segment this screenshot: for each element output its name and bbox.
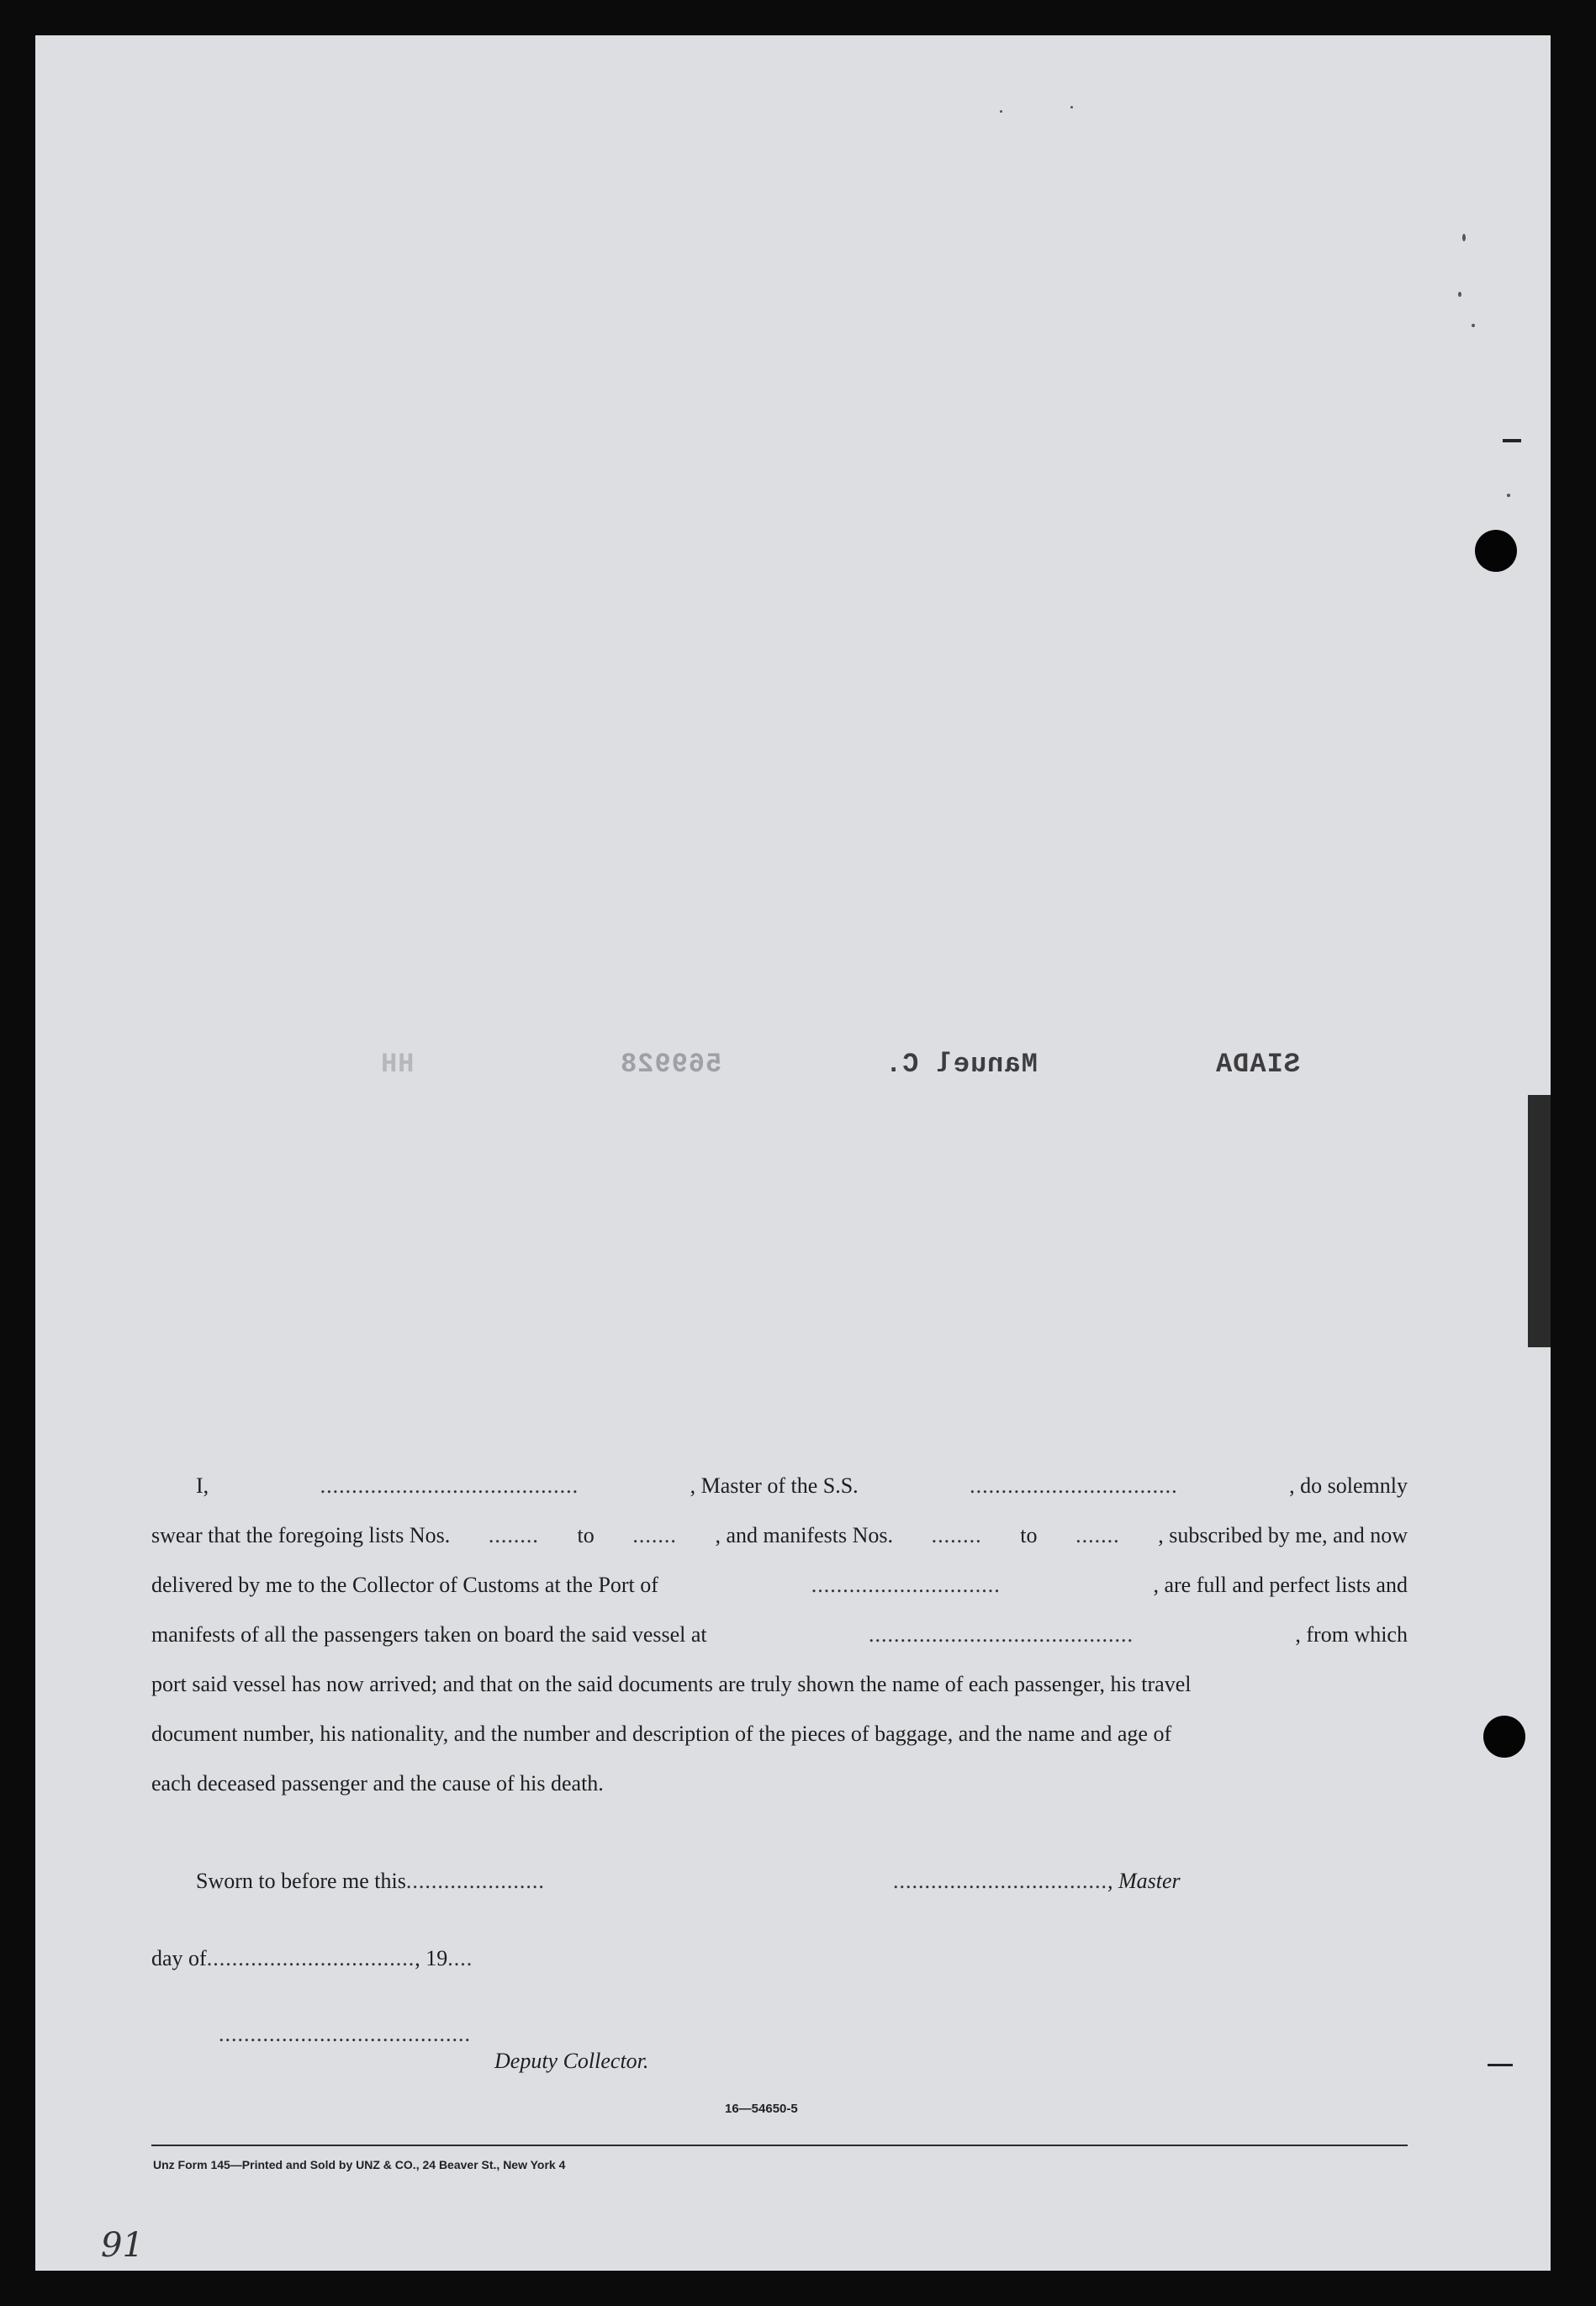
speck: [1000, 110, 1002, 113]
speck: [1462, 234, 1466, 241]
oath-paragraph: [151, 1473, 1408, 1821]
deputy-collector-label: Deputy Collector.: [494, 2049, 649, 2073]
bleed-through-row: [35, 1049, 1551, 1091]
collector-signature-dots: ........................................: [219, 2022, 471, 2046]
speck: [1472, 324, 1475, 327]
oath-line-1: I, ......................................... , Master of the S.S. ................................. , do solemnly: [196, 1473, 1408, 1498]
speck: [1507, 494, 1510, 497]
oath-line-6: document number, his nationality, and the number and description of the pieces of baggage, and the name and age of: [151, 1722, 1172, 1746]
edge-dash-mark-lower: [1488, 2064, 1513, 2066]
oath-line-4: manifests of all the passengers taken on board the said vessel at .......................................... , from which: [151, 1622, 1408, 1647]
master-signature-line: .................................., Master: [893, 1869, 1181, 1893]
bleed-surname: SIADA: [1215, 1049, 1301, 1080]
form-number: 16—54650-5: [725, 2102, 798, 2116]
bleed-given-name: Manuel C.: [885, 1049, 1038, 1080]
edge-damage-mark: [1528, 1095, 1551, 1347]
bleed-number: 569928: [620, 1049, 722, 1080]
bleed-code: HH: [380, 1049, 415, 1080]
day-of-line: day of................................., 19....: [151, 1946, 473, 1970]
signature-block: [35, 35, 1551, 2271]
oath-line-7: each deceased passenger and the cause of his death.: [151, 1771, 604, 1796]
oath-line-5: port said vessel has now arrived; and that on the said documents are truly shown the name of each passenger, his travel: [151, 1672, 1192, 1696]
oath-line-2: swear that the foregoing lists Nos. ........ to ....... , and manifests Nos. ........ to ....... , subscribed by me, and now: [151, 1523, 1408, 1547]
speck: [1458, 292, 1461, 297]
printer-footer: Unz Form 145—Printed and Sold by UNZ & CO., 24 Beaver St., New York 4: [153, 2158, 566, 2171]
punch-hole-bottom: [1483, 1716, 1525, 1758]
sworn-line: Sworn to before me this......................: [196, 1869, 545, 1893]
oath-line-3: delivered by me to the Collector of Customs at the Port of .............................. , are full and perfect lists and: [151, 1573, 1408, 1597]
edge-dash-mark: [1503, 439, 1521, 442]
speck: [1070, 106, 1073, 108]
handwritten-page-number: 91: [101, 2226, 144, 2265]
form-page: [35, 35, 1551, 2271]
footer-rule: [151, 2145, 1408, 2146]
punch-hole-top: [1475, 530, 1517, 572]
